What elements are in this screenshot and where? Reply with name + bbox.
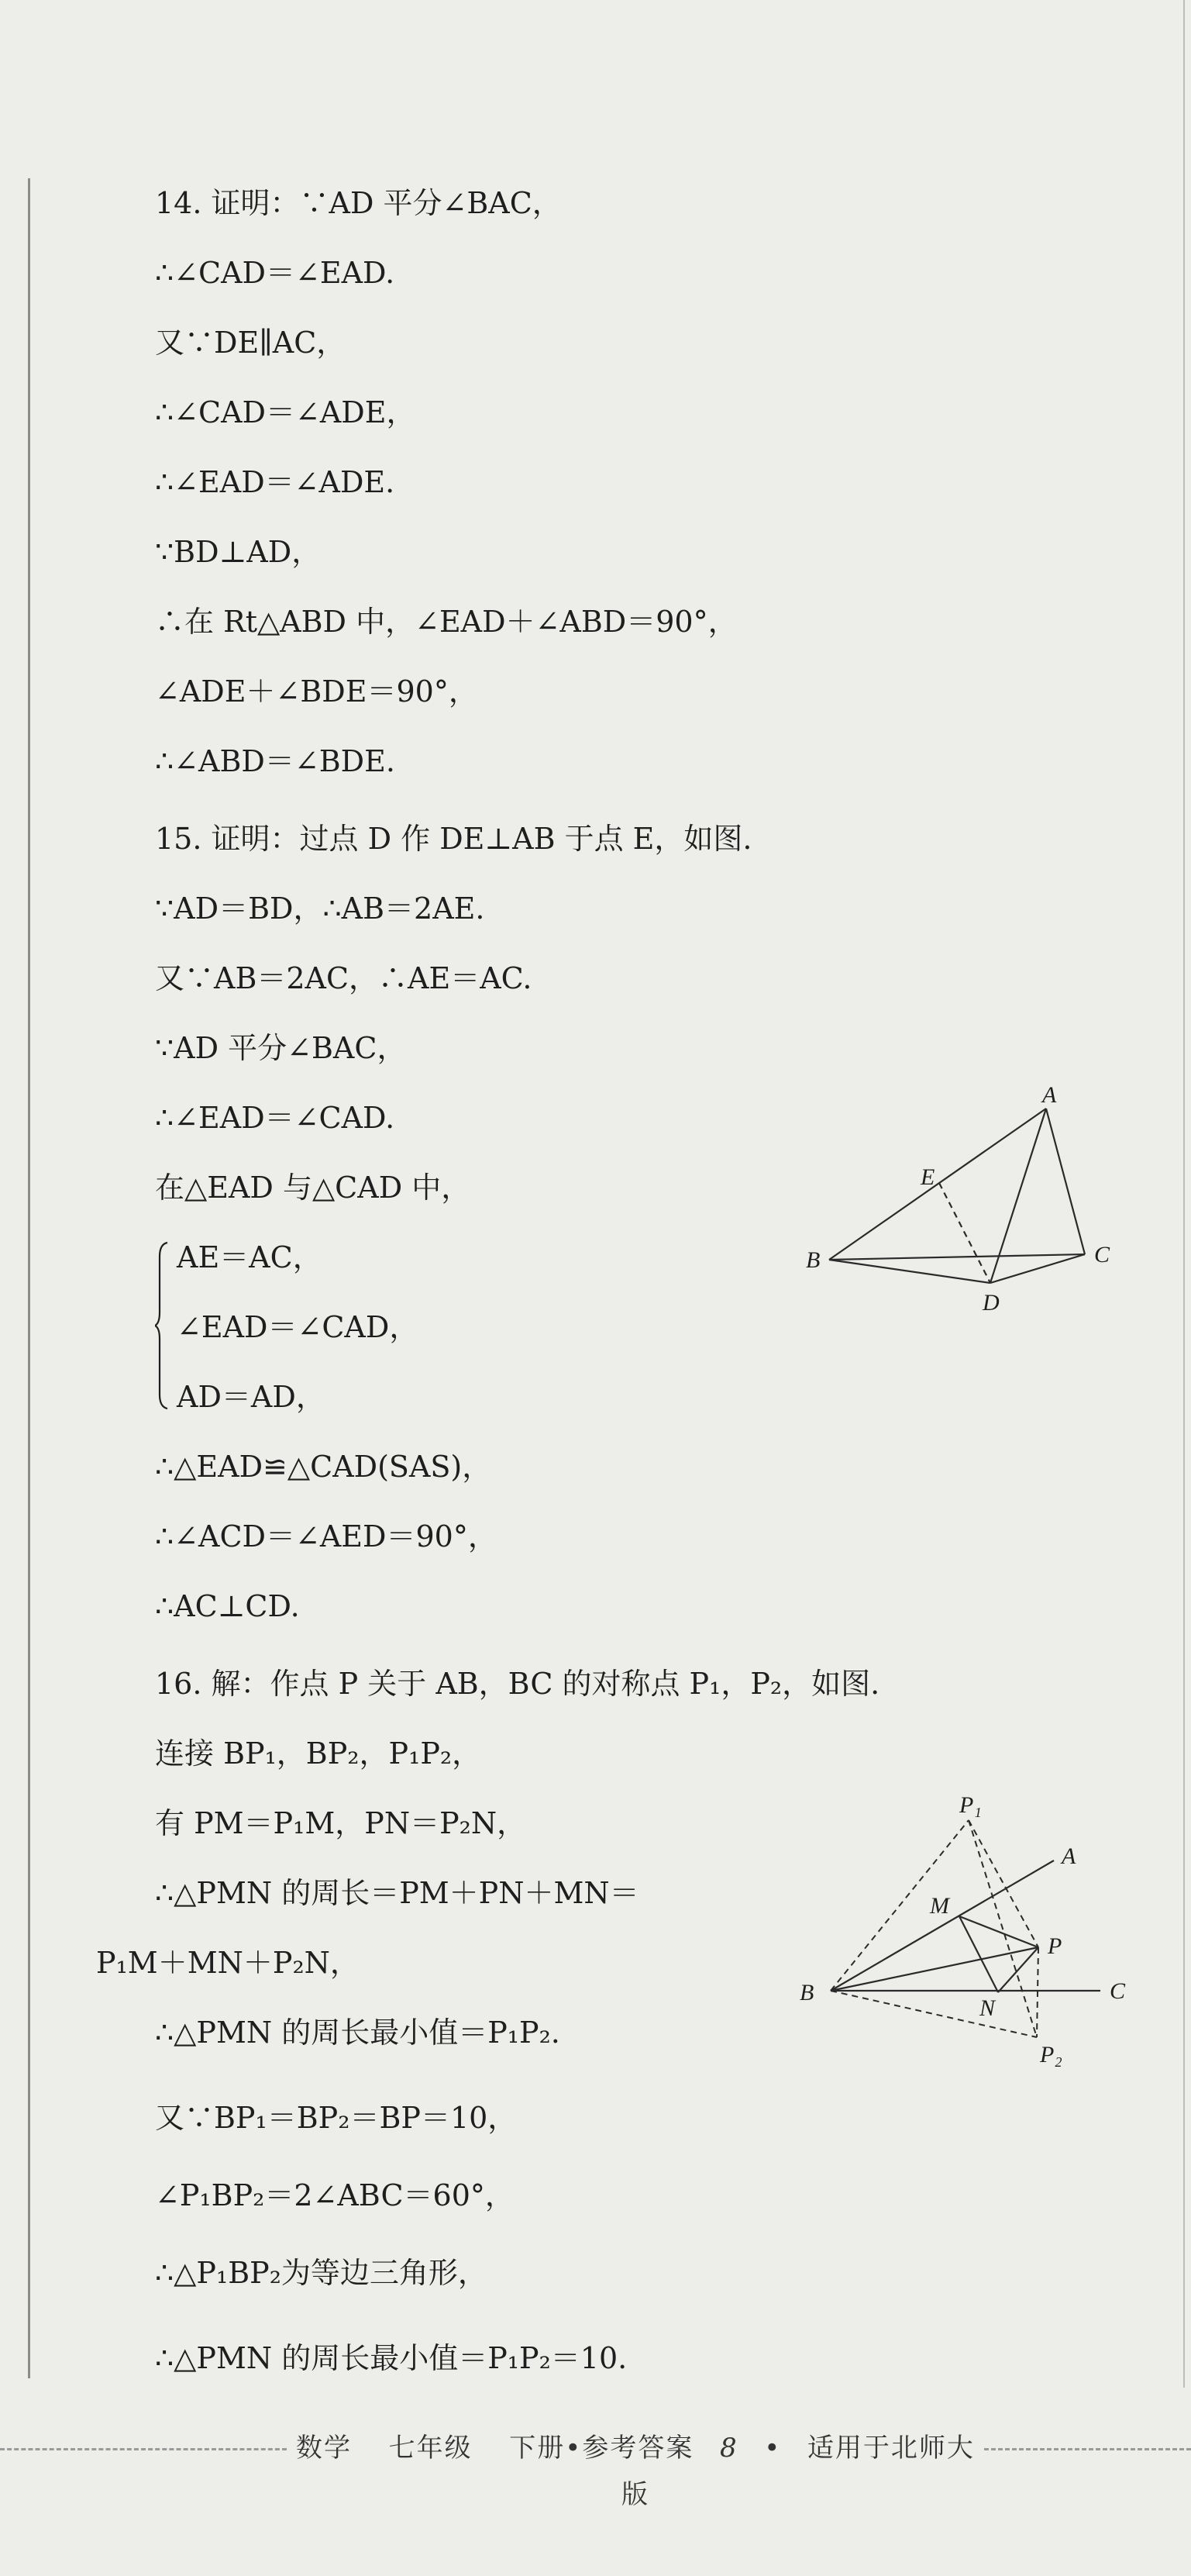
p14-line-6: ∵BD⊥AD， bbox=[155, 535, 322, 569]
p16-line-10: ∴△PMN 的周长最小值＝P₁P₂＝10. bbox=[155, 2341, 628, 2375]
p14-line-2: ∴∠CAD＝∠EAD. bbox=[155, 256, 395, 290]
footer-volume: 下册•参考答案 bbox=[509, 2433, 694, 2464]
fig16-label-p: P bbox=[1048, 1933, 1062, 1959]
fig16-label-p2: P₂ bbox=[1040, 2042, 1062, 2067]
footer-subject: 数学 bbox=[296, 2433, 353, 2464]
p16-line-6: ∴△PMN 的周长最小值＝P₁P₂. bbox=[155, 2016, 560, 2050]
p16-line-7: 又∵BP₁＝BP₂＝BP＝10， bbox=[155, 2101, 518, 2135]
p14-line-3: 又∵DE∥AC， bbox=[155, 326, 346, 360]
p15-line-1: 15. 证明：过点 D 作 DE⊥AB 于点 E，如图. bbox=[155, 822, 752, 856]
p15-line-4: ∵AD 平分∠BAC， bbox=[155, 1031, 407, 1065]
footer-dash-right bbox=[984, 2448, 1191, 2450]
fig15-label-c: C bbox=[1094, 1242, 1110, 1267]
p16-line-8: ∠P₁BP₂＝2∠ABC＝60°， bbox=[155, 2178, 515, 2212]
p16-line-1: 16. 解：作点 P 关于 AB，BC 的对称点 P₁，P₂，如图. bbox=[155, 1667, 880, 1701]
page-footer bbox=[294, 2425, 976, 2518]
p14-line-7: ∴在 Rt△ABD 中，∠EAD＋∠ABD＝90°， bbox=[155, 605, 738, 639]
left-margin-rule bbox=[28, 178, 30, 2378]
system-eq-3: AD＝AD， bbox=[177, 1380, 325, 1414]
right-margin-rule bbox=[1183, 0, 1185, 2388]
p14-line-4: ∴∠CAD＝∠ADE， bbox=[155, 395, 416, 429]
p14-line-8: ∠ADE＋∠BDE＝90°， bbox=[155, 674, 478, 709]
p15-line-6: 在△EAD 与△CAD 中， bbox=[155, 1171, 471, 1205]
fig16-label-m: M bbox=[930, 1893, 949, 1919]
fig15-label-b: B bbox=[806, 1247, 821, 1273]
fig16-label-a: A bbox=[1062, 1843, 1076, 1869]
figure-16-reflection bbox=[790, 1791, 1155, 2070]
p16-line-3: 有 PM＝P₁M，PN＝P₂N， bbox=[155, 1806, 527, 1840]
p14-line-1: 14. 证明：∵AD 平分∠BAC， bbox=[155, 186, 562, 220]
p15-line-3: 又∵AB＝2AC，∴AE＝AC. bbox=[155, 961, 532, 995]
fig15-label-e: E bbox=[921, 1164, 935, 1190]
p15-line-5: ∴∠EAD＝∠CAD. bbox=[155, 1101, 395, 1135]
figure-15-triangle bbox=[790, 1085, 1147, 1326]
p16-line-4: ∴△PMN 的周长＝PM＋PN＋MN＝ bbox=[155, 1876, 639, 1910]
p15-conclusion-2: ∴∠ACD＝∠AED＝90°， bbox=[155, 1519, 497, 1554]
p16-line-2: 连接 BP₁，BP₂，P₁P₂， bbox=[155, 1736, 482, 1771]
p15-line-2: ∵AD＝BD，∴AB＝2AE. bbox=[155, 891, 485, 926]
system-brace bbox=[155, 1241, 169, 1410]
fig15-label-a: A bbox=[1042, 1085, 1057, 1108]
system-eq-2: ∠EAD＝∠CAD， bbox=[177, 1310, 419, 1344]
footer-edition: 适用于北师大版 bbox=[621, 2433, 975, 2510]
p14-line-9: ∴∠ABD＝∠BDE. bbox=[155, 744, 395, 778]
p14-line-5: ∴∠EAD＝∠ADE. bbox=[155, 465, 395, 499]
system-eq-1: AE＝AC， bbox=[177, 1240, 322, 1274]
fig16-label-p1: P₁ bbox=[959, 1792, 982, 1818]
fig16-label-b: B bbox=[800, 1980, 814, 2005]
p16-line-5: P₁M＋MN＋P₂N， bbox=[96, 1946, 360, 1980]
fig15-label-d: D bbox=[983, 1290, 1000, 1316]
p16-line-9: ∴△P₁BP₂为等边三角形， bbox=[155, 2256, 487, 2290]
footer-page-number: 8 bbox=[719, 2433, 738, 2464]
footer-grade: 七年级 bbox=[388, 2433, 473, 2464]
fig16-label-c: C bbox=[1110, 1978, 1126, 2004]
p15-conclusion-1: ∴△EAD≌△CAD(SAS)， bbox=[155, 1450, 492, 1484]
footer-dash-left bbox=[0, 2448, 287, 2450]
fig16-label-n: N bbox=[979, 1995, 996, 2021]
footer-bullet: • bbox=[764, 2433, 782, 2464]
p15-conclusion-3: ∴AC⊥CD. bbox=[155, 1589, 300, 1623]
